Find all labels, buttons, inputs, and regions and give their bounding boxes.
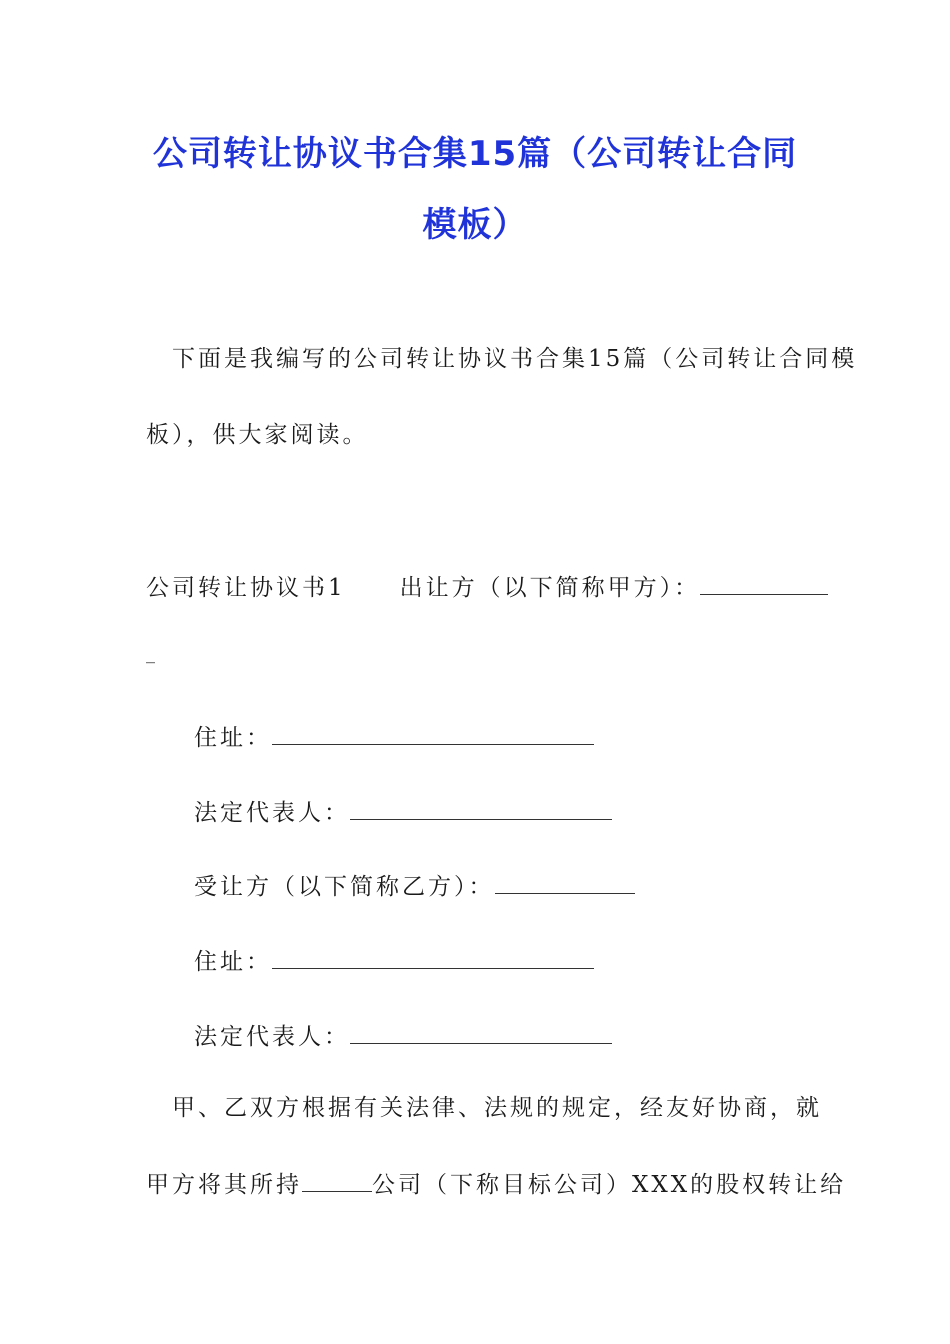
address-label: 住址： xyxy=(194,949,272,975)
address-label: 住址： xyxy=(194,725,272,751)
transferee-label: 受让方（以下简称乙方）： xyxy=(194,874,495,900)
section-heading: 公司转让协议书1 xyxy=(146,575,346,601)
transferee-row xyxy=(194,871,864,899)
body-text-suffix: 公司（下称目标公司）XXX的股权转让给 xyxy=(372,1172,847,1198)
company-blank-field xyxy=(302,1169,372,1192)
transferor-label: 出让方（以下简称甲方）： xyxy=(399,575,701,601)
wrapped-blank-fragment: _ xyxy=(146,643,158,664)
address-blank-field xyxy=(272,946,594,969)
legal-rep-blank-field xyxy=(350,797,612,820)
transferee-legal-rep-row xyxy=(194,1021,864,1049)
document-title-line-1: 公司转让协议书合集15篇（公司转让合同 xyxy=(152,134,798,174)
intro-paragraph-line-1: 下面是我编写的公司转让协议书合集15篇（公司转让合同模 xyxy=(146,346,858,372)
transferor-row xyxy=(146,572,816,600)
body-text-prefix: 甲方将其所持 xyxy=(146,1172,302,1198)
address-blank-field xyxy=(272,722,594,745)
legal-rep-label: 法定代表人： xyxy=(194,800,350,826)
transferee-blank-field xyxy=(495,871,635,894)
legal-rep-blank-field xyxy=(350,1021,612,1044)
document-title-line-2: 模板） xyxy=(422,205,528,245)
legal-rep-label: 法定代表人： xyxy=(194,1024,350,1050)
body-paragraph-line-1: 甲、乙双方根据有关法律、法规的规定，经友好协商，就 xyxy=(146,1095,822,1121)
transferor-address-row xyxy=(194,722,864,750)
intro-paragraph-line-2: 板），供大家阅读。 xyxy=(146,422,369,448)
transferor-legal-rep-row xyxy=(194,797,864,825)
transferor-blank-field xyxy=(700,572,828,595)
body-paragraph-line-2 xyxy=(146,1169,847,1198)
transferee-address-row xyxy=(194,946,864,974)
